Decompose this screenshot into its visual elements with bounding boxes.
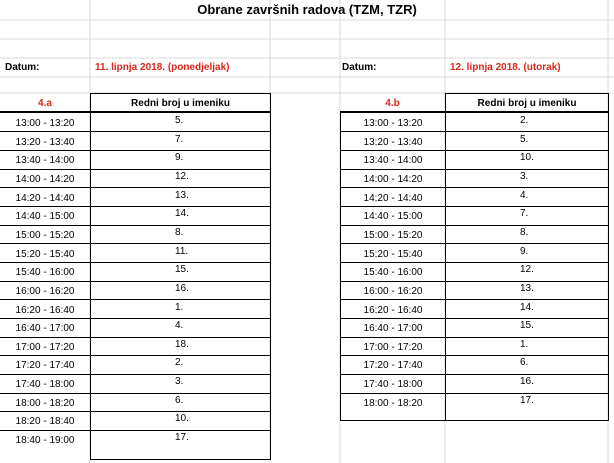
right-row-divider [340,337,609,338]
right-number-cell: 14. [520,301,534,313]
right-number-cell: 4. [520,189,529,201]
right-time-cell: 16:00 - 16:20 [363,285,423,297]
right-time-cell: 13:00 - 13:20 [363,118,423,129]
left-time-cell: 18:40 - 19:00 [15,435,75,447]
right-row-divider [340,131,609,132]
left-date-value: 11. lipnja 2018. (ponedjeljak) [95,62,230,73]
right-number-cell: 9. [520,245,529,257]
left-row-divider [0,374,271,375]
left-class-label: 4.a [38,98,52,109]
right-time-cell: 17:40 - 18:00 [363,379,423,391]
left-number-cell: 7. [175,133,184,145]
right-time-cell: 16:20 - 16:40 [363,304,423,316]
left-number-cell: 15. [175,264,189,276]
left-number-cell: 17. [175,432,189,444]
right-number-cell: 16. [520,376,534,388]
left-row-divider [0,299,271,300]
right-number-cell: 3. [520,170,529,182]
left-time-cell: 17:40 - 18:00 [15,379,75,391]
right-number-cell: 12. [520,264,534,276]
left-time-cell: 16:20 - 16:40 [15,304,75,316]
left-number-cell: 3. [175,376,184,388]
right-row-divider [340,169,609,170]
left-time-cell: 16:40 - 17:00 [15,323,75,335]
right-number-cell: 5. [520,133,529,145]
left-row-divider [0,281,271,282]
left-time-cell: 13:40 - 14:00 [15,155,75,167]
right-time-cell: 15:00 - 15:20 [363,229,423,241]
left-time-cell: 18:20 - 18:40 [15,416,75,428]
left-number-cell: 10. [175,413,189,425]
left-time-cell: 17:20 - 17:40 [15,360,75,372]
right-row-divider [340,299,609,300]
left-row-divider [0,150,271,151]
right-number-cell: 17. [520,394,534,406]
left-row-divider [0,355,271,356]
left-row-divider [0,169,271,170]
left-time-cell: 15:00 - 15:20 [15,229,75,241]
right-row-divider [340,281,609,282]
left-number-cell: 12. [175,170,189,182]
left-time-cell: 14:40 - 15:00 [15,211,75,223]
right-row-divider [340,187,609,188]
right-column-header: Redni broj u imeniku [477,98,577,109]
left-number-cell: 2. [175,357,184,369]
left-header-underline [0,111,271,113]
page-title: Obrane završnih radova (TZM, TZR) [197,2,417,17]
left-row-divider [0,243,271,244]
right-time-cell: 13:40 - 14:00 [363,155,423,167]
right-time-cell: 13:20 - 13:40 [363,136,423,148]
right-row-divider [340,393,609,394]
right-row-divider [340,262,609,263]
left-number-cell: 13. [175,189,189,201]
right-time-cell: 14:40 - 15:00 [363,211,423,223]
right-row-divider [340,150,609,151]
right-number-cell: 1. [520,338,529,350]
left-time-cell: 14:20 - 14:40 [15,192,75,204]
right-time-cell: 16:40 - 17:00 [363,323,423,335]
right-row-divider [340,206,609,207]
right-number-cell: 6. [520,357,529,369]
right-row-divider [340,243,609,244]
left-row-divider [0,131,271,132]
left-number-cell: 14. [175,208,189,220]
left-number-cell: 5. [175,115,184,126]
left-row-divider [0,206,271,207]
left-row-divider [0,411,271,412]
right-number-cell: 8. [520,226,529,238]
right-time-cell: 15:40 - 16:00 [363,267,423,279]
left-row-divider [0,318,271,319]
right-class-label: 4.b [385,98,400,109]
right-date-label: Datum: [342,62,377,73]
left-row-divider [0,393,271,394]
right-row-divider [340,374,609,375]
left-number-cell: 11. [175,245,189,257]
left-number-cell: 8. [175,226,184,238]
left-column-header: Redni broj u imeniku [131,98,230,109]
right-number-cell: 13. [520,282,534,294]
left-date-label: Datum: [5,62,40,73]
right-time-cell: 14:00 - 14:20 [363,173,423,185]
right-time-cell: 17:20 - 17:40 [363,360,423,372]
right-header-underline [340,111,609,113]
right-number-cell: 2. [520,115,529,126]
right-date-value: 12. lipnja 2018. (utorak) [450,62,561,73]
left-number-cell: 1. [175,301,184,313]
right-number-cell: 10. [520,152,534,164]
left-row-divider [0,225,271,226]
left-time-cell: 16:00 - 16:20 [15,285,75,297]
right-time-cell: 15:20 - 15:40 [363,248,423,260]
left-time-cell: 13:00 - 13:20 [15,118,75,129]
left-number-cell: 6. [175,394,184,406]
left-row-divider [0,187,271,188]
right-number-cell: 7. [520,208,529,220]
right-row-divider [340,318,609,319]
left-time-cell: 15:20 - 15:40 [15,248,75,260]
right-time-cell: 17:00 - 17:20 [363,341,423,353]
left-row-divider [0,262,271,263]
right-time-cell: 18:00 - 18:20 [363,397,423,409]
left-number-cell: 18. [175,338,189,350]
right-row-divider [340,225,609,226]
left-time-cell: 13:20 - 13:40 [15,136,75,148]
left-time-cell: 17:00 - 17:20 [15,341,75,353]
left-number-cell: 16. [175,282,189,294]
left-time-cell: 18:00 - 18:20 [15,397,75,409]
right-row-divider [340,355,609,356]
left-row-divider [0,430,271,431]
left-number-cell: 4. [175,320,184,332]
left-row-divider [0,337,271,338]
left-time-cell: 15:40 - 16:00 [15,267,75,279]
left-time-cell: 14:00 - 14:20 [15,173,75,185]
left-number-cell: 9. [175,152,184,164]
right-number-cell: 15. [520,320,534,332]
right-time-cell: 14:20 - 14:40 [363,192,423,204]
